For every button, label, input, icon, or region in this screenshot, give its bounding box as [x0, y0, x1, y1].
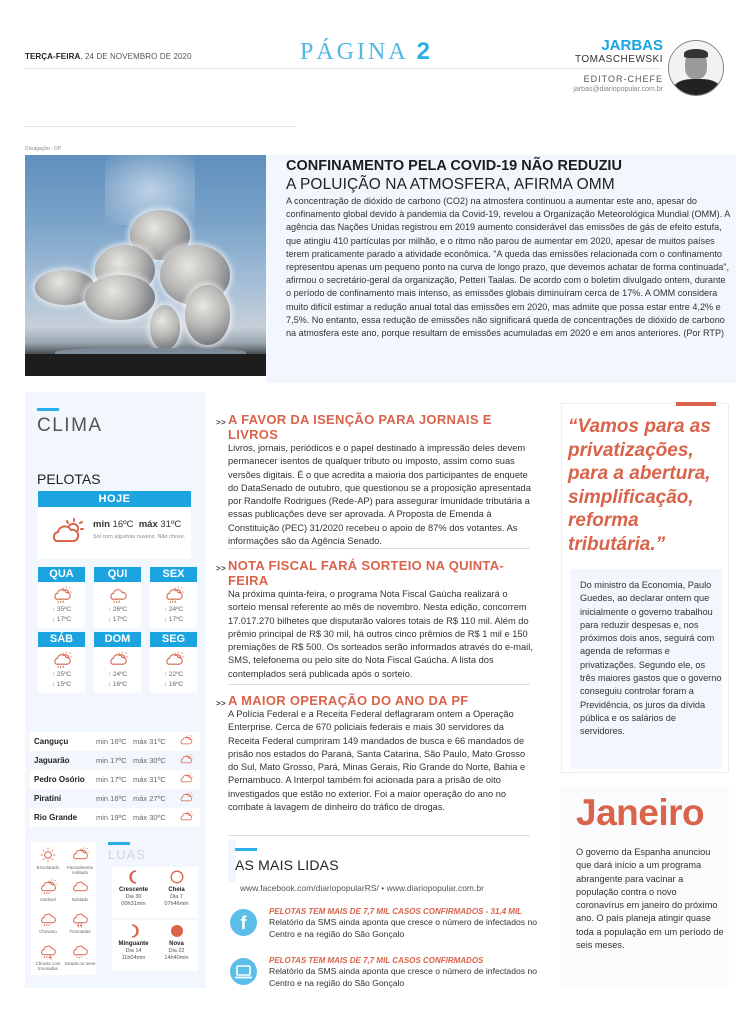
city-max: máx 31ºC	[133, 737, 166, 746]
article-title: NOTA FISCAL FARÁ SORTEIO NA QUINTA-FEIRA	[228, 558, 505, 588]
lead-photo	[25, 155, 266, 376]
moon-time: 00h31min	[121, 901, 146, 907]
most-read-headline[interactable]: PELOTAS TEM MAIS DE 7,7 MIL CASOS CONFIRMADOS - 31,4 MIL	[269, 907, 523, 916]
arrow-up-icon: ↑	[107, 606, 112, 613]
arrow-down-icon: ↓	[107, 616, 112, 623]
january-box	[561, 786, 729, 986]
city-max: máx 27ºC	[133, 794, 166, 803]
partly-cloudy-icon	[150, 650, 197, 670]
moon-crescent-icon	[112, 870, 155, 884]
article-isencao	[216, 412, 538, 548]
article-nota-fiscal	[216, 558, 538, 681]
rain-icon	[32, 910, 64, 928]
legend-item	[32, 846, 64, 870]
moon-new-icon	[155, 924, 198, 938]
pull-quote: “Vamos para as privatizações, para a abertura, simplificação, reforma tributária.”	[568, 416, 711, 555]
moon-day: Dia 22	[168, 948, 185, 954]
page-number: 2	[416, 38, 431, 65]
january-title: Janeiro	[576, 792, 705, 833]
legend-label: Instável	[40, 897, 56, 902]
partly-cloudy-drizzle-icon	[150, 585, 197, 605]
moon-phase	[112, 924, 155, 962]
moon-day: Dia 14	[125, 948, 142, 954]
quote-box	[561, 403, 729, 773]
forecast-day	[94, 632, 141, 693]
rain-thunder-icon	[32, 942, 64, 960]
city-name: Pedro Osório	[34, 775, 85, 784]
arrow-up-icon: ↑	[163, 606, 168, 613]
weather-legend	[31, 842, 96, 975]
city-row	[30, 789, 200, 808]
partly-cloudy-drizzle-icon	[38, 585, 85, 605]
forecast-high: ↑ 25ºC	[51, 671, 72, 678]
forecast-day	[150, 632, 197, 693]
city-min: min 16ºC	[96, 737, 127, 746]
legend-label: Chuvas com trovoadas	[35, 961, 61, 971]
moon-phase	[155, 924, 198, 962]
moon-name: Minguante	[118, 941, 149, 947]
article-marker: >>	[216, 418, 226, 427]
weather-title: CLIMA	[37, 408, 103, 437]
cloud-icon	[64, 878, 96, 896]
article-body: A Polícia Federal e a Receita Federal deflagraram ontem a Operação Enterprise. Cerca de 670 policiais federais e mais 30 servidores da Receita Federal cumpriram 149 mandados de busca e 66 mandados de prisão nos estados do Paraná, Santa Catarina, São Paulo, Mato Grosso do Sul, Mato Grosso, Pará, Minas Gerais, Rio Grande do Norte, Bahia e Pernambuco. A Interpol também foi acionada para a prisão de oito investigados que estão no exterior. Foi a maior operação do ano no combate à lavagem de dinheiro do tráfico de drogas.	[228, 709, 526, 813]
moon-name: Nova	[169, 941, 184, 947]
january-text: O governo da Espanha anunciou que dará início a um programa abrangente para vacinar a população contra o novo coronavírus em janeiro do próximo ano. O país planeja atingir quase toda a população em um período de seis meses.	[576, 847, 724, 951]
most-read-headline[interactable]: PELOTAS TEM MAIS DE 7,7 MIL CASOS CONFIRMADOS	[269, 956, 484, 965]
quote-context: Do ministro da Economia, Paulo Guedes, ao declarar ontem que inicialmente o governo trabalhou para reduzir despesas e, nos próximos dois anos, seguirá com agenda de reformas e privatizações. Segundo ele, os três maiores gastos que o governo conseguiu controlar foram a Previdência, os juros da dívida pública e os salários de servidores.	[580, 580, 722, 737]
forecast-day	[38, 567, 85, 628]
quote-accent	[676, 402, 716, 406]
city-row	[30, 808, 200, 827]
partly-cloudy-icon	[179, 734, 193, 750]
forecast-high: ↑ 24ºC	[107, 671, 128, 678]
city-max: máx 31ºC	[133, 775, 166, 784]
page-label: PÁGINA	[300, 39, 409, 65]
article-marker: >>	[216, 699, 226, 708]
social-links[interactable]: www.facebook.com/diariopopularRS/ • www.diariopopular.com.br	[240, 883, 484, 893]
moon-phase	[155, 870, 198, 908]
article-marker: >>	[216, 564, 226, 573]
city-name: Canguçu	[34, 737, 69, 746]
city-name: Rio Grande	[34, 813, 78, 822]
article-body: Livros, jornais, periódicos e o papel destinado à impressão deles devem permanecer isentos de qualquer tributo ou imposto, assim como suas versões digitais. É o que acredita a maioria dos participantes de enquete do DataSenado de outubro, que questionou se a proposição apresentada por Randolfe Rodrigues (Rede-AP) para assegurar imunidade tributária a essas publicações deve ser aprovada. A Proposta de Emenda à Constituição (PEC) 31/2020 recebeu o apoio de 87% dos votantes. As informações são da Agência Senado.	[228, 443, 531, 547]
forecast-day-label: SEG	[150, 632, 197, 647]
today-header: HOJE	[38, 491, 191, 507]
forecast-high: ↑ 35ºC	[51, 606, 72, 613]
city-min: min 16ºC	[96, 794, 127, 803]
legend-item	[64, 910, 96, 934]
edition-date	[25, 52, 192, 61]
forecast-day-label: SEX	[150, 567, 197, 582]
weekday: TERÇA-FEIRA	[25, 52, 81, 61]
forecast-low: ↓ 17ºC	[51, 616, 72, 623]
moon-phase	[112, 870, 155, 908]
arrow-up-icon: ↑	[107, 671, 112, 678]
city-row	[30, 751, 200, 770]
city-min: min 17ºC	[96, 756, 127, 765]
today-description: Sol com algumas nuvens. Não chove.	[93, 534, 186, 540]
legend-item	[64, 878, 96, 902]
city-min: min 17ºC	[96, 775, 127, 784]
forecast-high: ↑ 24ºC	[163, 606, 184, 613]
city-name: Jaguarão	[34, 756, 70, 765]
legend-label: Ensolarado	[36, 865, 60, 870]
lead-article	[286, 158, 731, 340]
partly-cloudy-icon	[179, 772, 193, 788]
arrow-down-icon: ↓	[163, 616, 168, 623]
today-forecast	[38, 507, 191, 559]
date: , 24 DE NOVEMBRO DE 2020	[80, 52, 192, 61]
partly-cloudy-icon	[50, 517, 84, 547]
forecast-high: ↑ 22ºC	[163, 671, 184, 678]
partly-cloudy-icon	[179, 791, 193, 807]
forecast-day-label: QUI	[94, 567, 141, 582]
moon-name: Crescente	[118, 887, 148, 893]
forecast-high: ↑ 26ºC	[107, 606, 128, 613]
forecast-low: ↓ 17ºC	[163, 616, 184, 623]
editor-info	[573, 38, 663, 93]
arrow-down-icon: ↓	[107, 681, 112, 688]
moon-name: Cheia	[168, 887, 185, 893]
article-divider	[228, 548, 530, 549]
partly-cloudy-drizzle-icon	[38, 650, 85, 670]
editor-email[interactable]: jarbas@diariopopular.com.br	[573, 86, 663, 93]
legend-label: Parcialmente nublado	[66, 865, 94, 875]
partly-cloudy-icon	[179, 753, 193, 769]
article-title: A FAVOR DA ISENÇÃO PARA JORNAIS E LIVROS	[228, 412, 492, 442]
editor-role: EDITOR-CHEFE	[583, 74, 663, 84]
forecast-day	[94, 567, 141, 628]
section-divider	[25, 126, 295, 127]
editor-last-name: TOMASCHEWSKI	[574, 54, 663, 65]
today-temperature: min 16ºC máx 31ºC	[93, 519, 182, 530]
article-operacao-pf	[216, 693, 538, 814]
legend-label: Trovoadas	[69, 929, 91, 934]
moon-day: Dia 7	[170, 894, 183, 900]
sun-icon	[32, 846, 64, 864]
arrow-up-icon: ↑	[51, 671, 56, 678]
unstable-icon	[32, 878, 64, 896]
most-read-title: AS MAIS LIDAS	[235, 848, 339, 873]
moon-phases-title: LUAS	[108, 842, 146, 862]
forecast-low: ↓ 16ºC	[163, 681, 184, 688]
legend-label: Chuvoso	[39, 929, 57, 934]
moon-time: 14h40min	[164, 955, 189, 961]
legend-item	[32, 942, 64, 971]
forecast-day-label: SÁB	[38, 632, 85, 647]
article-title: A MAIOR OPERAÇÃO DO ANO DA PF	[228, 693, 469, 708]
arrow-down-icon: ↓	[51, 681, 56, 688]
thunder-icon	[64, 910, 96, 928]
lead-headline: CONFINAMENTO PELA COVID-19 NÃO REDUZIU	[286, 158, 622, 174]
editor-avatar	[668, 40, 724, 96]
rain-icon	[94, 585, 141, 605]
page-title	[300, 38, 430, 66]
facebook-icon: f	[230, 909, 257, 936]
forecast-day-label: QUA	[38, 567, 85, 582]
photo-credit: Divulgação - DP	[25, 146, 62, 152]
arrow-up-icon: ↑	[51, 606, 56, 613]
city-list	[30, 732, 200, 827]
partly-cloudy-icon	[179, 810, 193, 826]
forecast-day-label: DOM	[94, 632, 141, 647]
editor-first-name: JARBAS	[601, 37, 663, 54]
partly-cloudy-icon	[64, 846, 96, 864]
legend-item	[64, 846, 96, 875]
moon-waning-icon	[112, 924, 155, 938]
article-divider	[228, 835, 530, 836]
legend-item	[32, 910, 64, 934]
most-read-summary: Relatório da SMS ainda aponta que cresce o número de infectados no Centro e na região do São Gonçalo	[269, 917, 538, 939]
arrow-down-icon: ↓	[163, 681, 168, 688]
forecast-day	[150, 567, 197, 628]
city-max: máx 30ºC	[133, 813, 166, 822]
lead-subheadline: A POLUIÇÃO NA ATMOSFERA, AFIRMA OMM	[286, 176, 615, 193]
legend-label: Nublado	[71, 897, 89, 902]
moon-time: 07h46min	[164, 901, 189, 907]
arrow-up-icon: ↑	[163, 671, 168, 678]
city-row	[30, 770, 200, 789]
most-read-summary: Relatório da SMS ainda aponta que cresce o número de infectados no Centro e na região do São Gonçalo	[269, 966, 538, 988]
computer-icon	[230, 958, 257, 985]
city-row	[30, 732, 200, 751]
lead-body: A concentração de dióxido de carbono (CO2) na atmosfera continuou a aumentar este ano, apesar do confinamento global devido à pandemia da Covid-19, revelou a Organização Meteorológica Mundial (OMM). A agência das Nações Unidas registrou em 2019 aumento considerável das emissões de gás de efeito estufa, que atingiu 410 partículas por milhão, e o ritmo não parou de aumentar em 2020, apesar de muitos países terem praticamente parado a atividade econômica. "A queda das emissões relacionada com o confinamento representou apenas um pequeno ponto na curva de longo prazo, que devemos achatar de forma continuada", afirmou o secretário-geral da organização, Petteri Taalas. De acordo com o boletim divulgado ontem, durante o período de confinamento mais intenso, as emissões globais diminuíram cerca de 17%. A OMM considera muito difícil estimar a redução anual total das emissões em 2020, mas admite que possa estar entre 4,2% e 7,5%. No entanto, essa redução de emissões não significará queda de concentrações de dióxido de carbono na atmosfera este ano, porque resultam de emissões acumuladas em 2020 e em anos anteriores. (Por RTP)	[286, 196, 730, 339]
header-divider	[25, 68, 661, 69]
article-body: Na próxima quinta-feira, o programa Nota Fiscal Gaúcha realizará o sorteio mensal referente ao mês de novembro. Nesta edição, concorrem 17.017.270 bilhetes que disputarão valores totais de R$ 110 mil. Além do prêmio principal de R$ 30 mil, há outros cinco prêmios de R$ 1 mil e 150 premiações de R$ 500. Os sorteados serão informados através do e-mail, SMS, telefonema ou pelo site do Nota Fiscal Gaúcha. A lista dos contemplados será publicada após o sorteio.	[228, 589, 533, 679]
legend-label: Geada ou neve	[64, 961, 96, 966]
weather-city: PELOTAS	[37, 471, 101, 487]
partly-cloudy-icon	[94, 650, 141, 670]
moon-full-icon	[155, 870, 198, 884]
legend-item	[64, 942, 96, 966]
moon-day: Dia 30	[125, 894, 142, 900]
forecast-low: ↓ 17ºC	[107, 616, 128, 623]
moon-time: 11h04min	[121, 955, 146, 961]
forecast-day	[38, 632, 85, 693]
city-name: Piratini	[34, 794, 62, 803]
article-divider	[228, 684, 530, 685]
city-max: máx 30ºC	[133, 756, 166, 765]
weather-panel	[25, 392, 206, 988]
arrow-down-icon: ↓	[51, 616, 56, 623]
city-min: min 19ºC	[96, 813, 127, 822]
forecast-low: ↓ 15ºC	[51, 681, 72, 688]
legend-item	[32, 878, 64, 902]
forecast-low: ↓ 16ºC	[107, 681, 128, 688]
snow-icon	[64, 942, 96, 960]
